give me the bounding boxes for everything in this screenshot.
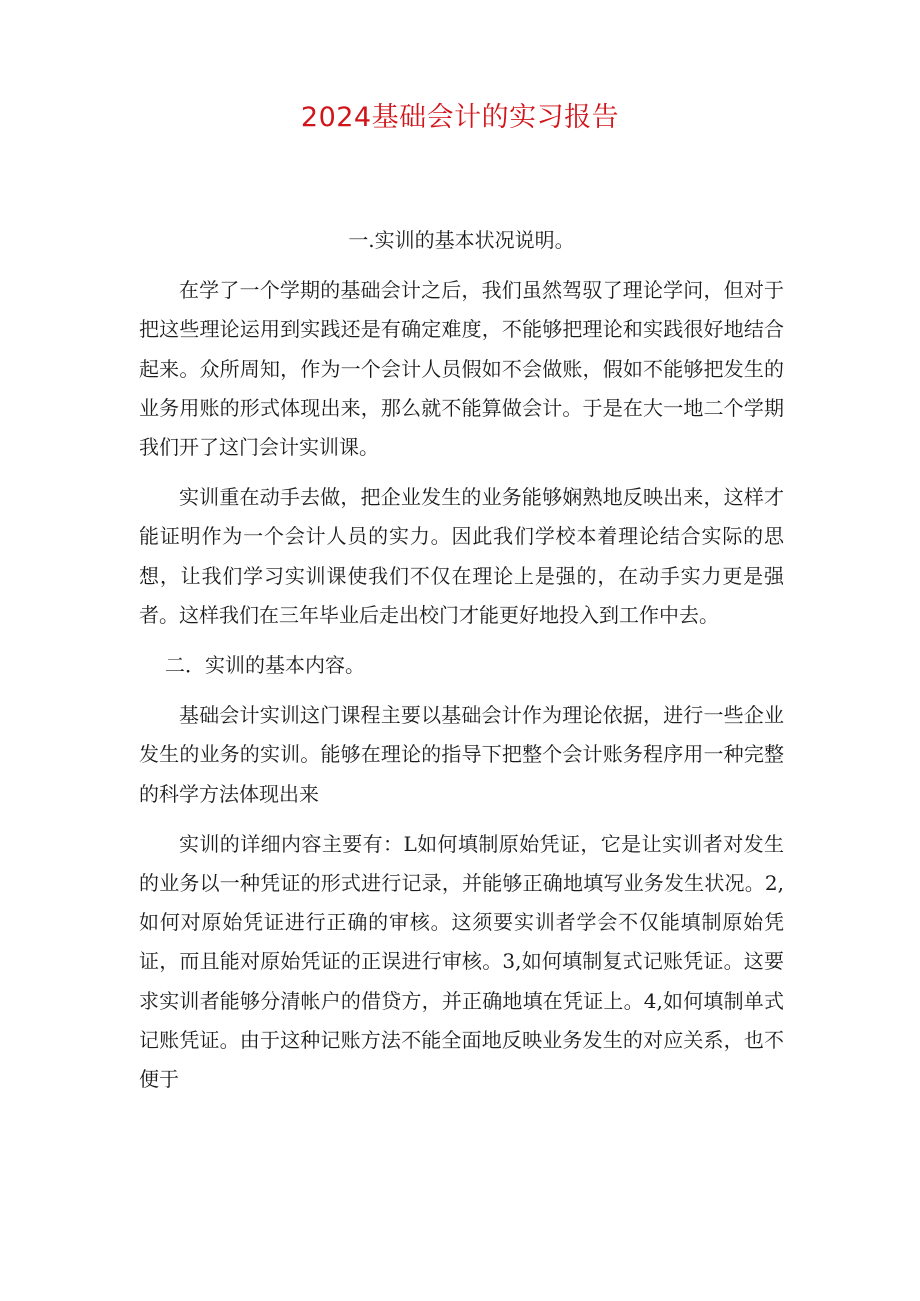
section-heading-1: 一.实训的基本状况说明。 [348, 228, 575, 252]
paragraph-1: 在学了一个学期的基础会计之后，我们虽然驾驭了理论学问，但对于把这些理论运用到实践还是有确定难度，不能够把理论和实践很好地结合起来。众所周知，作为一个会计人员假如不会做账，假如不能够把发生的业务用账的形式体现出来，那么就不能算做会计。于是在大一地二个学期我们开了这门会计实训课。 [139, 278, 784, 460]
paragraph-2: 实训重在动手去做，把企业发生的业务能够娴熟地反映出来，这样才能证明作为一个会计人员的实力。因此我们学校本着理论结合实际的思想，让我们学习实训课使我们不仅在理论上是强的，在动手实力更是强者。这样我们在三年毕业后走出校门才能更好地投入到工作中去。 [139, 485, 784, 627]
paragraph-3: 基础会计实训这门课程主要以基础会计作为理论依据，进行一些企业发生的业务的实训。能够在理论的指导下把整个会计账务程序用一种完整的科学方法体现出来 [139, 703, 784, 806]
document-body [139, 221, 784, 1110]
document-title: 2024基础会计的实习报告 [300, 102, 620, 133]
section-heading-2: 二．实训的基本内容。 [165, 653, 365, 678]
paragraph-4: 实训的详细内容主要有：L如何填制原始凭证，它是让实训者对发生的业务以一种凭证的形式进行记录，并能够正确地填写业务发生状况。2,如何对原始凭证进行正确的审核。这须要实训者学会不仅能填制原始凭证，而且能对原始凭证的正误进行审核。3,如何填制复式记账凭证。这要求实训者能够分清帐户的借贷方，并正确地填在凭证上。4,如何填制单式记账凭证。由于这种记账方法不能全面地反映业务发生的对应关系，也不便于 [139, 831, 784, 1092]
